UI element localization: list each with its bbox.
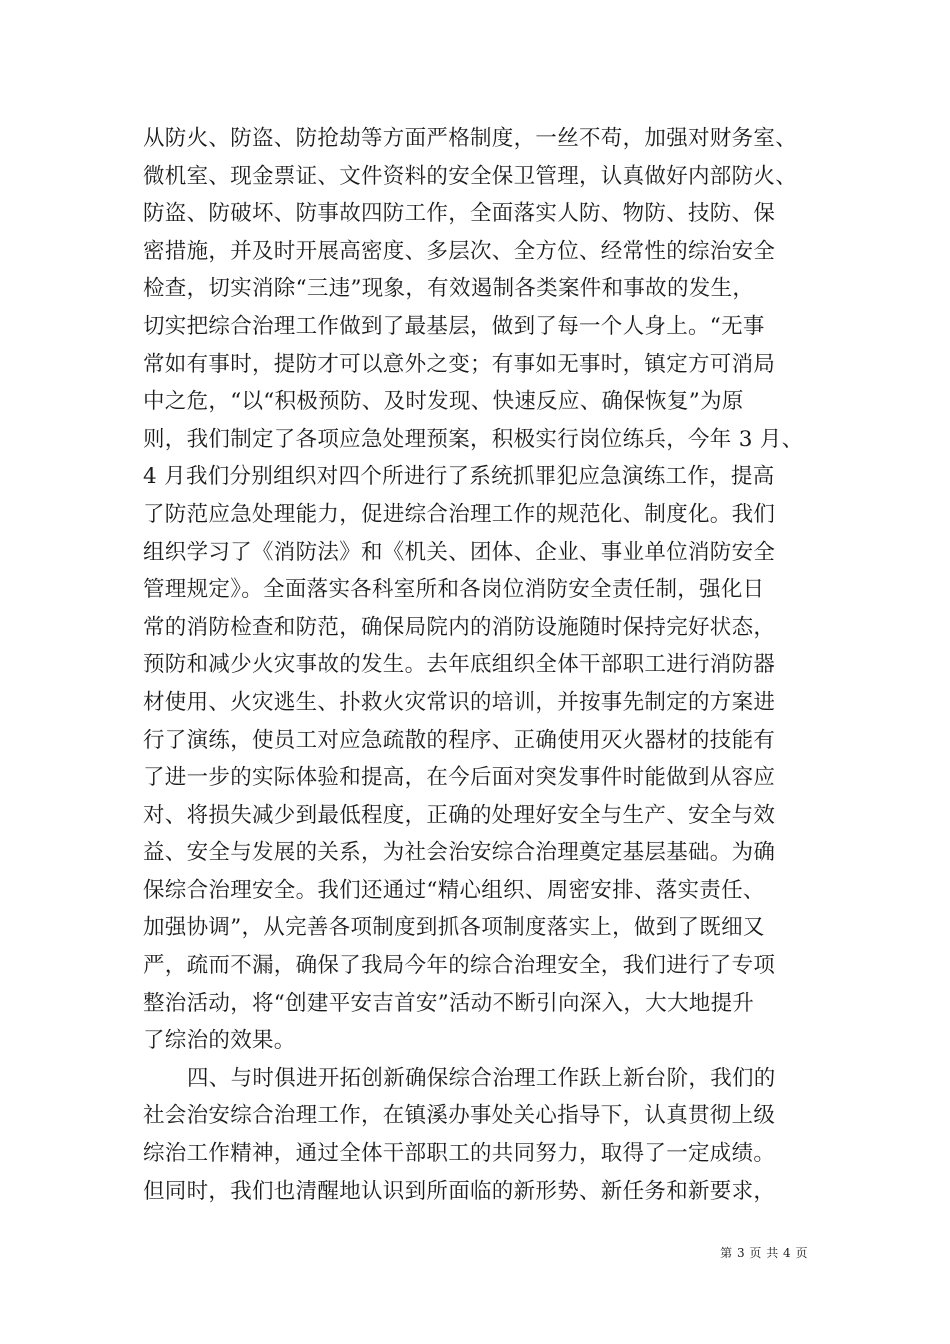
text-line: 密措施，并及时开展高密度、多层次、全方位、经常性的综治安全: [143, 238, 776, 264]
text-line: 四、与时俱进开拓创新确保综合治理工作跃上新台阶，我们的: [187, 1065, 776, 1091]
text-line: 了防范应急处理能力，促进综合治理工作的规范化、制度化。我们: [143, 501, 776, 527]
text-line: 常如有事时，提防才可以意外之变；有事如无事时，镇定方可消局: [143, 351, 776, 377]
text-line: 4 月我们分别组织对四个所进行了系统抓罪犯应急演练工作，提高: [143, 464, 775, 490]
text-line: 微机室、现金票证、文件资料的安全保卫管理，认真做好内部防火、: [143, 163, 798, 189]
text-line: 但同时，我们也清醒地认识到所面临的新形势、新任务和新要求，: [143, 1178, 776, 1204]
text-line: 则，我们制定了各项应急处理预案，积极实行岗位练兵，今年 3 月、: [143, 426, 804, 452]
text-line: 社会治安综合治理工作，在镇溪办事处关心指导下，认真贯彻上级: [143, 1103, 776, 1129]
text-line: 行了演练，使员工对应急疏散的程序、正确使用灭火器材的技能有: [143, 727, 776, 753]
body-text: [143, 120, 823, 1210]
text-line: 组织学习了《消防法》和《机关、团体、企业、事业单位消防安全: [143, 539, 776, 565]
text-line: 常的消防检查和防范，确保局院内的消防设施随时保持完好状态，: [143, 614, 776, 640]
text-line: 保综合治理安全。我们还通过“精心组织、周密安排、落实责任、: [143, 877, 765, 903]
text-line: 整治活动，将“创建平安吉首安”活动不断引向深入，大大地提升: [143, 990, 755, 1016]
text-line: 对、将损失减少到最低程度，正确的处理好安全与生产、安全与效: [143, 802, 776, 828]
text-line: 切实把综合治理工作做到了最基层，做到了每一个人身上。“无事: [143, 313, 765, 339]
text-line: 防盗、防破坏、防事故四防工作，全面落实人防、物防、技防、保: [143, 201, 776, 227]
text-line: 了综治的效果。: [143, 1028, 296, 1054]
text-line: 加强协调”，从完善各项制度到抓各项制度落实上，做到了既细又: [143, 915, 765, 941]
text-line: 中之危，“以“积极预防、及时发现、快速反应、确保恢复”为原: [143, 389, 744, 415]
text-line: 预防和减少火灾事故的发生。去年底组织全体干部职工进行消防器: [143, 652, 776, 678]
text-line: 益、安全与发展的关系，为社会治安综合治理奠定基层基础。为确: [143, 840, 776, 866]
text-line: 了进一步的实际体验和提高，在今后面对突发事件时能做到从容应: [143, 765, 776, 791]
text-line: 综治工作精神，通过全体干部职工的共同努力，取得了一定成绩。: [143, 1141, 776, 1167]
text-line: 材使用、火灾逃生、扑救火灾常识的培训，并按事先制定的方案进: [143, 689, 776, 715]
text-line: 检查，切实消除“三违”现象，有效遏制各类案件和事故的发生，: [143, 276, 755, 302]
text-line: 从防火、防盗、防抢劫等方面严格制度，一丝不苟，加强对财务室、: [143, 126, 798, 151]
text-line: 管理规定》。全面落实各科室所和各岗位消防安全责任制，强化日: [143, 577, 765, 603]
text-line: 严，疏而不漏，确保了我局今年的综合治理安全，我们进行了专项: [143, 953, 776, 979]
page-footer: 第 3 页 共 4 页: [720, 1246, 808, 1260]
